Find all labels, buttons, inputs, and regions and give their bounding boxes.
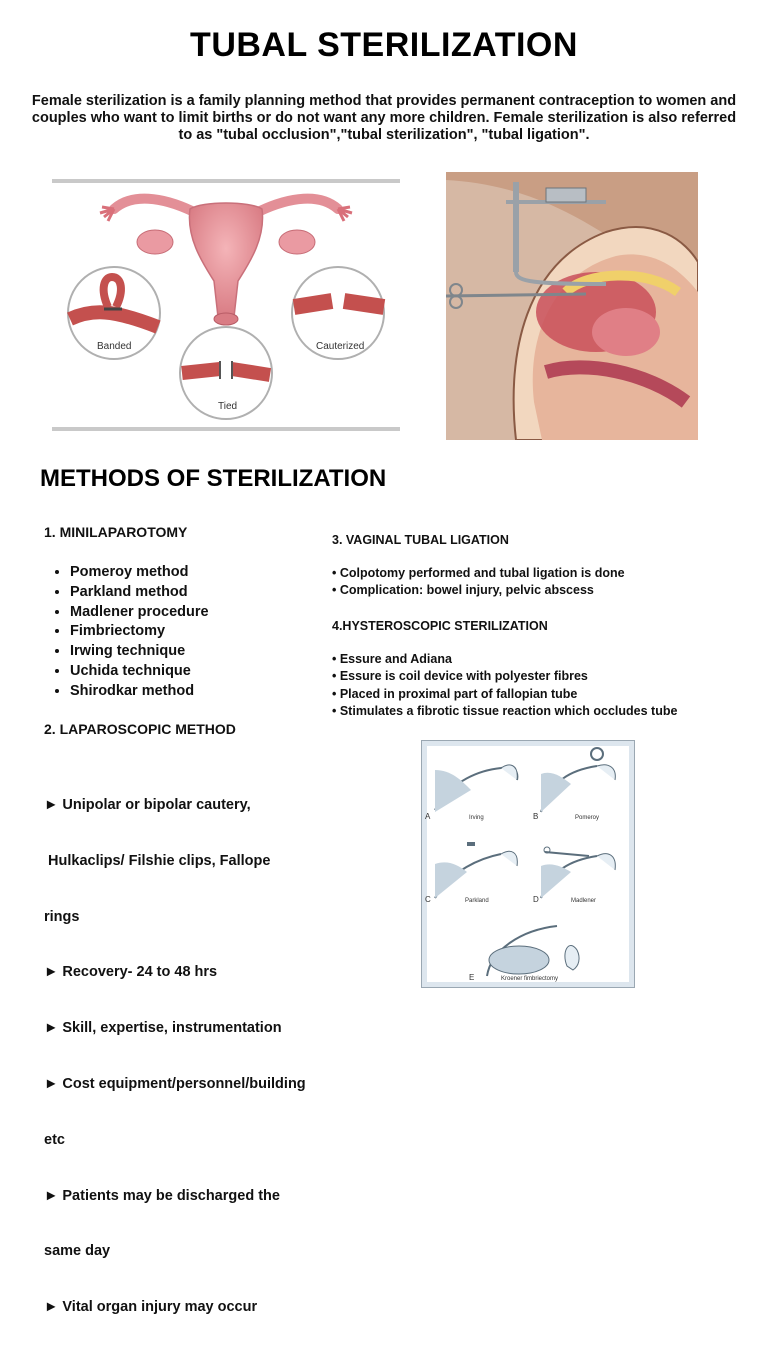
panel-letter: A [425, 812, 431, 821]
methods-heading: METHODS OF STERILIZATION [40, 465, 387, 492]
section-vaginal-ligation [332, 533, 625, 600]
section-title: 3. VAGINAL TUBAL LIGATION [332, 533, 509, 547]
list-item: ► Patients may be discharged the [44, 1187, 280, 1204]
panel-name: Parkland [465, 898, 489, 904]
list-item: • Colpotomy performed and tubal ligation is done [332, 566, 625, 580]
uterus-occlusion-figure [52, 179, 400, 431]
section-minilaparotomy [44, 524, 209, 702]
list-item: ► Recovery- 24 to 48 hrs [44, 964, 218, 981]
list-item: • Essure is coil device with polyester fibres [332, 669, 588, 684]
panel-letter: B [533, 812, 539, 821]
page-title: TUBAL STERILIZATION [190, 26, 578, 64]
section-title: 1. MINILAPAROTOMY [44, 524, 188, 540]
ligation-methods-diagram [421, 740, 635, 988]
panel-name: Kroener fimbriectomy [501, 976, 559, 982]
banded-label: Banded [97, 341, 132, 352]
list-item: Hulkaclips/ Filshie clips, Fallope [44, 852, 271, 869]
list-item: • Placed in proximal part of fallopian tube [332, 686, 578, 701]
section-laparoscopic [44, 721, 354, 1354]
list-item: etc [44, 1131, 65, 1148]
list-item: • Pomeroy method [70, 563, 209, 583]
list-item: • Madlener procedure [70, 603, 209, 623]
tied-label: Tied [218, 401, 238, 412]
list-item: ► Vital organ injury may occur [44, 1299, 258, 1316]
panel-name: Irving [469, 815, 484, 821]
list-item: • Fimbriectomy [70, 622, 209, 642]
panel-letter: C [425, 895, 431, 904]
list-item: • Shirodkar method [70, 682, 209, 702]
laparoscopic-list [44, 760, 354, 1354]
list-item: • Irwing technique [70, 642, 209, 662]
cauterized-label: Cauterized [316, 341, 365, 352]
list-item: • Complication: bowel injury, pelvic abscess [332, 583, 594, 598]
minilaparotomy-list [44, 563, 209, 702]
list-item: • Uchida technique [70, 662, 209, 682]
list-item: ► Unipolar or bipolar cautery, [44, 797, 251, 813]
list-item: • Parkland method [70, 583, 209, 603]
section-title: 4.HYSTEROSCOPIC STERILIZATION [332, 619, 548, 633]
panel-letter: E [469, 973, 475, 982]
list-item: ► Cost equipment/personnel/building [44, 1075, 306, 1092]
hysteroscopic-list [332, 651, 677, 720]
list-item: same day [44, 1243, 111, 1260]
panel-name: Pomeroy [575, 815, 600, 821]
vaginal-ligation-list [332, 565, 625, 600]
laparoscopy-cross-section-figure [446, 172, 698, 440]
list-item: • Stimulates a fibrotic tissue reaction which occludes tube [332, 703, 678, 718]
section-title: 2. LAPAROSCOPIC METHOD [44, 721, 236, 737]
panel-name: Madlener [571, 898, 597, 904]
list-item: • Essure and Adiana [332, 652, 452, 666]
panel-letter: D [533, 895, 539, 904]
list-item: ► Skill, expertise, instrumentation [44, 1020, 282, 1037]
list-item: rings [44, 908, 80, 925]
section-hysteroscopic [332, 619, 677, 720]
intro-paragraph: Female sterilization is a family planning method that provides permanent contraception to women and couples who want to limit births or do not want any more children. Female sterilization is also referred to as "tubal occlusion","tubal sterilization", "tubal ligation". [31, 93, 737, 143]
